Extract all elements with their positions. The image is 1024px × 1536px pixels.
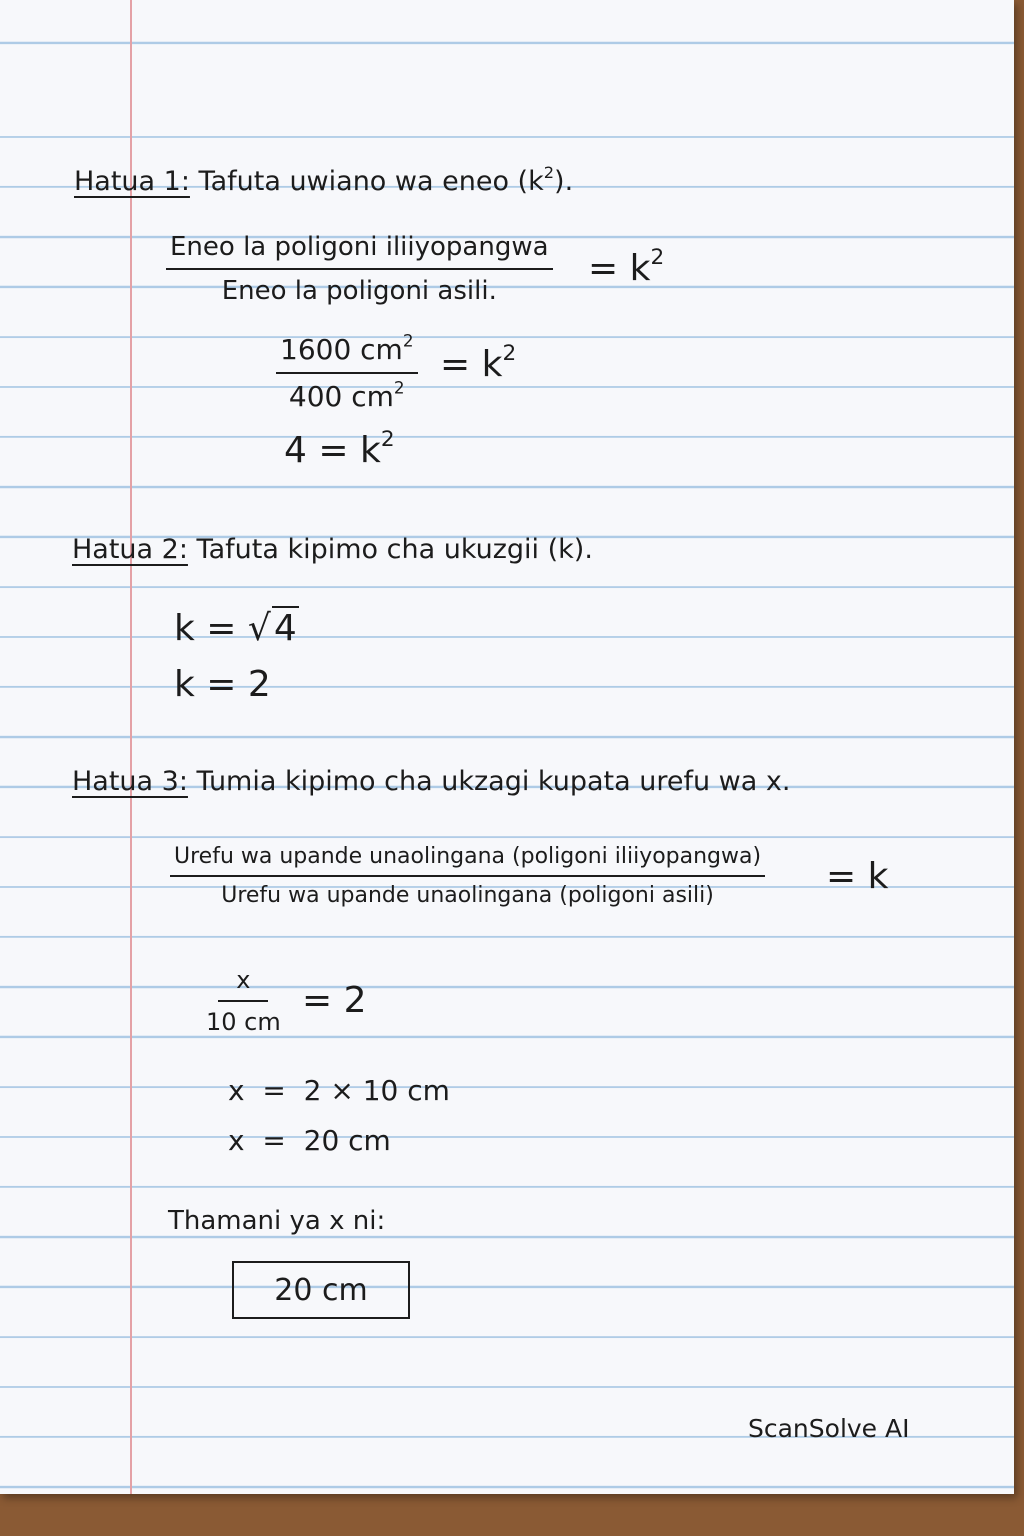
step1-heading — [74, 162, 574, 197]
step3-x-numerator: x — [218, 966, 268, 1002]
step3-ratio-numerator: Urefu wa upande unaolingana (poligoni iliiyopangwa) — [170, 844, 765, 877]
step1-sup: 2 — [543, 162, 555, 182]
step2-label: Hatua 2: — [72, 534, 188, 565]
step1-ratio-denominator: Eneo la poligoni asili. — [221, 276, 497, 306]
step1-ratio-rhs — [588, 244, 665, 289]
step1-result-sup: 2 — [380, 426, 395, 452]
step2-result: k = 2 — [174, 664, 271, 705]
step1-ratio-fraction — [166, 232, 553, 306]
step1-num-sup: 2 — [402, 330, 414, 351]
step1-result-text: 4 = k — [284, 430, 381, 471]
step1-ratio-numerator: Eneo la poligoni iliiyopangwa — [166, 232, 553, 270]
step1-value-denominator — [289, 374, 405, 413]
step3-x-fraction — [206, 966, 281, 1036]
step1-ratio-rhs-sup: 2 — [650, 244, 665, 270]
answer-value: 20 cm — [274, 1272, 368, 1308]
step2-text: Tafuta kipimo cha ukuzgii (k). — [196, 534, 593, 565]
step3-x-denominator: 10 cm — [206, 1008, 281, 1036]
step1-den-sup: 2 — [393, 377, 405, 398]
step1-after: ). — [554, 166, 574, 197]
step1-value-rhs — [440, 340, 517, 385]
step3-x-rhs: = 2 — [302, 980, 367, 1021]
step2-heading — [72, 534, 593, 565]
step2-sqrt-radicand: 4 — [273, 608, 297, 649]
step1-value-rhs-text: = k — [440, 344, 503, 385]
step2-sqrt-line — [174, 606, 299, 649]
step1-label: Hatua 1: — [74, 166, 190, 197]
margin-line — [130, 0, 132, 1494]
step3-ratio-fraction — [170, 844, 765, 908]
step3-result-line: x = 20 cm — [228, 1124, 391, 1157]
step3-label: Hatua 3: — [72, 766, 188, 797]
step1-ratio-rhs-text: = k — [588, 248, 651, 289]
step1-value-fraction — [276, 330, 418, 413]
step1-value-rhs-sup: 2 — [502, 340, 517, 366]
step1-text: Tafuta uwiano wa eneo (k — [198, 166, 544, 197]
step2-sqrt-prefix: k = √ — [174, 608, 271, 649]
step1-result — [284, 426, 395, 471]
watermark-text: ScanSolve AI — [748, 1414, 910, 1443]
step3-ratio-denominator: Urefu wa upande unaolingana (poligoni asili) — [221, 883, 714, 908]
answer-box — [232, 1261, 410, 1319]
step3-ratio-rhs: = k — [826, 856, 889, 897]
answer-prompt: Thamani ya x ni: — [168, 1206, 386, 1236]
step1-den-text: 400 cm — [288, 380, 394, 413]
step1-value-numerator — [276, 330, 418, 374]
step3-heading — [72, 766, 790, 797]
step3-text: Tumia kipimo cha ukzagi kupata urefu wa x. — [196, 766, 791, 797]
step1-num-text: 1600 cm — [280, 333, 403, 366]
step3-calc-line: x = 2 × 10 cm — [228, 1074, 450, 1107]
